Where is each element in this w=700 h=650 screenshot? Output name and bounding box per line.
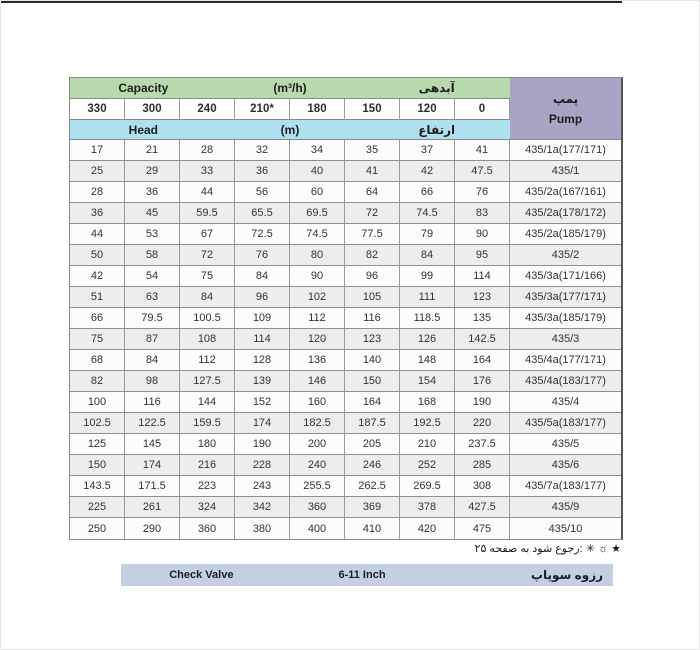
head-value-cell: 102.5: [70, 413, 125, 433]
head-value-cell: 69.5: [290, 203, 345, 223]
head-value-cell: 90: [290, 266, 345, 286]
head-value-cell: 82: [70, 371, 125, 391]
pump-model-cell: 435/1: [551, 165, 580, 177]
pump-model-cell: 435/4a(177/171): [525, 354, 606, 366]
head-value-cell: 74.5: [290, 224, 345, 244]
head-value-cell: 246: [345, 455, 400, 475]
table-row: [70, 308, 621, 329]
head-value-cell: 111: [400, 287, 455, 307]
head-value-cell: 79.5: [125, 308, 180, 328]
head-value-cell: 116: [345, 308, 400, 328]
pump-model-cell: 435/10: [548, 522, 583, 535]
head-value-cell: 324: [180, 497, 235, 517]
head-value-cell: 160: [290, 392, 345, 412]
head-value-cell: 87: [125, 329, 180, 349]
head-value-cell: 75: [70, 329, 125, 349]
head-value-cell: 159.5: [180, 413, 235, 433]
head-value-cell: 96: [235, 287, 290, 307]
head-value-cell: 225: [70, 497, 125, 517]
head-value-cell: 105: [345, 287, 400, 307]
head-value-cell: 150: [345, 371, 400, 391]
head-value-cell: 67: [180, 224, 235, 244]
head-value-cell: 109: [235, 308, 290, 328]
head-value-cell: 66: [400, 182, 455, 202]
head-value-cell: 28: [70, 182, 125, 202]
capacity-header-band: [70, 78, 510, 99]
head-value-cell: 60: [290, 182, 345, 202]
flow-column-header: 120: [400, 99, 455, 120]
flow-column-header: 300: [125, 99, 180, 120]
head-value-cell: 76: [235, 245, 290, 265]
head-value-cell: 123: [455, 287, 510, 307]
head-value-cell: 51: [70, 287, 125, 307]
table-row: [70, 434, 621, 455]
pump-model-cell: 435/5a(183/177): [525, 417, 606, 429]
table-row: [70, 224, 621, 245]
head-value-cell: 290: [125, 518, 180, 539]
head-value-cell: 164: [345, 392, 400, 412]
head-value-cell: 68: [70, 350, 125, 370]
head-value-cell: 95: [455, 245, 510, 265]
head-value-cell: 174: [235, 413, 290, 433]
head-value-cell: 36: [70, 203, 125, 223]
flow-column-header: 240: [180, 99, 235, 120]
head-value-cell: 171.5: [125, 476, 180, 496]
head-value-cell: 63: [125, 287, 180, 307]
head-value-cell: 77.5: [345, 224, 400, 244]
pump-capacity-table: [69, 77, 623, 540]
page-top-edge: [1, 1, 622, 3]
head-value-cell: 58: [125, 245, 180, 265]
head-value-cell: 96: [345, 266, 400, 286]
head-value-cell: 237.5: [455, 434, 510, 454]
head-value-cell: 116: [125, 392, 180, 412]
pump-model-cell: 435/2: [551, 249, 580, 261]
head-value-cell: 164: [455, 350, 510, 370]
head-value-cell: 220: [455, 413, 510, 433]
head-value-cell: 127.5: [180, 371, 235, 391]
head-value-cell: 72.5: [235, 224, 290, 244]
head-value-cell: 84: [235, 266, 290, 286]
head-value-cell: 420: [400, 518, 455, 539]
pump-model-cell: 435/4: [551, 396, 580, 408]
head-value-cell: 59.5: [180, 203, 235, 223]
check-valve-bar: [121, 564, 613, 586]
head-value-cell: 176: [455, 371, 510, 391]
head-value-cell: 360: [180, 518, 235, 539]
pump-model-cell: 435/2a(178/172): [525, 207, 606, 219]
flow-column-header: 330: [70, 99, 125, 120]
head-value-cell: 210: [400, 434, 455, 454]
head-value-cell: 34: [290, 140, 345, 160]
capacity-label-fa: آبدهی: [418, 81, 455, 95]
pump-model-cell: 435/1a(177/171): [525, 144, 606, 156]
table-row: [70, 182, 621, 203]
pump-model-cell: 435/4a(183/177): [525, 375, 606, 387]
head-value-cell: 41: [345, 161, 400, 181]
head-value-cell: 72: [180, 245, 235, 265]
head-value-cell: 146: [290, 371, 345, 391]
table-row: [70, 203, 621, 224]
head-value-cell: 36: [235, 161, 290, 181]
capacity-unit-label: (m³/h): [273, 81, 307, 95]
head-value-cell: 35: [345, 140, 400, 160]
head-value-cell: 76: [455, 182, 510, 202]
valve-label-fa: رزوه سوپاپ: [530, 568, 604, 582]
head-value-cell: 72: [345, 203, 400, 223]
head-value-cell: 261: [125, 497, 180, 517]
head-value-cell: 205: [345, 434, 400, 454]
table-row: [70, 476, 621, 497]
head-value-cell: 112: [290, 308, 345, 328]
table-row: [70, 161, 621, 182]
head-value-cell: 32: [235, 140, 290, 160]
pump-model-cell: 435/3a(177/171): [525, 291, 606, 303]
head-value-cell: 64: [345, 182, 400, 202]
flow-column-header: 210*: [235, 99, 290, 120]
flow-column-header: 150: [345, 99, 400, 120]
pump-model-cell: 435/6: [551, 459, 580, 471]
head-value-cell: 90: [455, 224, 510, 244]
head-value-cell: 42: [400, 161, 455, 181]
head-value-cell: 122.5: [125, 413, 180, 433]
head-value-cell: 168: [400, 392, 455, 412]
head-value-cell: 427.5: [455, 497, 510, 517]
head-value-cell: 118.5: [400, 308, 455, 328]
head-value-cell: 84: [125, 350, 180, 370]
head-value-cell: 243: [235, 476, 290, 496]
head-value-cell: 41: [455, 140, 510, 160]
head-value-cell: 112: [180, 350, 235, 370]
table-header: [70, 78, 621, 140]
head-label-fa: ارتفاع: [418, 122, 456, 137]
head-value-cell: 308: [455, 476, 510, 496]
valve-size-label: 6-11 Inch: [338, 569, 386, 581]
head-label-en: Head: [128, 122, 158, 137]
head-value-cell: 50: [70, 245, 125, 265]
pump-label-fa: پمپ: [552, 91, 579, 106]
table-row: [70, 455, 621, 476]
head-value-cell: 143.5: [70, 476, 125, 496]
table-row: [70, 245, 621, 266]
pump-model-cell: 435/3a(171/166): [525, 270, 606, 282]
pump-model-cell: 435/9: [551, 501, 580, 513]
page-reference-footnote: ★ ☼ ✳ :رجوع شود به صفحه ۲۵: [474, 543, 621, 555]
head-value-cell: 136: [290, 350, 345, 370]
head-value-cell: 269.5: [400, 476, 455, 496]
head-value-cell: 180: [180, 434, 235, 454]
flow-column-header: 0: [455, 99, 510, 120]
head-value-cell: 255.5: [290, 476, 345, 496]
head-header-band: [70, 120, 510, 140]
pump-model-cell: 435/3: [551, 333, 580, 345]
head-value-cell: 285: [455, 455, 510, 475]
pump-model-cell: 435/5: [551, 438, 580, 450]
head-value-cell: 84: [180, 287, 235, 307]
head-value-cell: 252: [400, 455, 455, 475]
head-value-cell: 342: [235, 497, 290, 517]
head-value-cell: 66: [70, 308, 125, 328]
head-value-cell: 250: [70, 518, 125, 539]
head-value-cell: 40: [290, 161, 345, 181]
head-value-cell: 369: [345, 497, 400, 517]
head-value-cell: 75: [180, 266, 235, 286]
pump-model-cell: 435/7a(183/177): [525, 480, 606, 492]
head-value-cell: 42: [70, 266, 125, 286]
head-value-cell: 144: [180, 392, 235, 412]
head-value-cell: 154: [400, 371, 455, 391]
head-value-cell: 125: [70, 434, 125, 454]
head-value-cell: 410: [345, 518, 400, 539]
head-value-cell: 100: [70, 392, 125, 412]
head-value-cell: 17: [70, 140, 125, 160]
head-value-cell: 108: [180, 329, 235, 349]
head-value-cell: 400: [290, 518, 345, 539]
head-value-cell: 100.5: [180, 308, 235, 328]
head-value-cell: 83: [455, 203, 510, 223]
head-value-cell: 140: [345, 350, 400, 370]
head-value-cell: 360: [290, 497, 345, 517]
head-value-cell: 378: [400, 497, 455, 517]
head-value-cell: 98: [125, 371, 180, 391]
head-value-cell: 25: [70, 161, 125, 181]
head-value-cell: 36: [125, 182, 180, 202]
head-value-cell: 150: [70, 455, 125, 475]
head-value-cell: 380: [235, 518, 290, 539]
head-value-cell: 114: [455, 266, 510, 286]
head-value-cell: 174: [125, 455, 180, 475]
head-value-cell: 84: [400, 245, 455, 265]
head-value-cell: 28: [180, 140, 235, 160]
head-value-cell: 200: [290, 434, 345, 454]
table-row: [70, 392, 621, 413]
pump-column-header: [510, 78, 621, 140]
head-value-cell: 54: [125, 266, 180, 286]
head-value-cell: 29: [125, 161, 180, 181]
table-row: [70, 518, 621, 539]
head-value-cell: 216: [180, 455, 235, 475]
head-value-cell: 44: [180, 182, 235, 202]
head-value-cell: 187.5: [345, 413, 400, 433]
head-value-cell: 135: [455, 308, 510, 328]
head-value-cell: 21: [125, 140, 180, 160]
head-value-cell: 102: [290, 287, 345, 307]
table-row: [70, 497, 621, 518]
pump-model-cell: 435/2a(185/179): [525, 228, 606, 240]
pump-model-cell: 435/2a(167/161): [525, 186, 606, 198]
table-body: [70, 140, 621, 539]
head-value-cell: 99: [400, 266, 455, 286]
table-row: [70, 266, 621, 287]
table-row: [70, 287, 621, 308]
head-value-cell: 223: [180, 476, 235, 496]
head-value-cell: 114: [235, 329, 290, 349]
pump-label-en: Pump: [548, 111, 583, 126]
capacity-label-en: Capacity: [118, 81, 169, 95]
head-value-cell: 139: [235, 371, 290, 391]
check-valve-label: Check Valve: [169, 569, 234, 581]
head-value-cell: 47.5: [455, 161, 510, 181]
head-value-cell: 33: [180, 161, 235, 181]
head-value-cell: 240: [290, 455, 345, 475]
head-value-cell: 190: [235, 434, 290, 454]
table-row: [70, 350, 621, 371]
head-value-cell: 126: [400, 329, 455, 349]
head-value-cell: 74.5: [400, 203, 455, 223]
table-row: [70, 413, 621, 434]
head-value-cell: 120: [290, 329, 345, 349]
head-value-cell: 475: [455, 518, 510, 539]
head-value-cell: 82: [345, 245, 400, 265]
head-value-cell: 190: [455, 392, 510, 412]
head-value-cell: 44: [70, 224, 125, 244]
table-row: [70, 329, 621, 350]
table-row: [70, 140, 621, 161]
head-value-cell: 37: [400, 140, 455, 160]
head-value-cell: 145: [125, 434, 180, 454]
table-row: [70, 371, 621, 392]
head-value-cell: 228: [235, 455, 290, 475]
head-value-cell: 142.5: [455, 329, 510, 349]
pump-model-cell: 435/3a(185/179): [525, 312, 606, 324]
head-value-cell: 45: [125, 203, 180, 223]
head-value-cell: 152: [235, 392, 290, 412]
head-value-cell: 128: [235, 350, 290, 370]
head-value-cell: 123: [345, 329, 400, 349]
head-value-cell: 53: [125, 224, 180, 244]
head-value-cell: 182.5: [290, 413, 345, 433]
head-value-cell: 56: [235, 182, 290, 202]
flow-column-header: 180: [290, 99, 345, 120]
head-value-cell: 192.5: [400, 413, 455, 433]
head-unit-label: (m): [280, 122, 300, 137]
head-value-cell: 262.5: [345, 476, 400, 496]
head-value-cell: 79: [400, 224, 455, 244]
head-value-cell: 80: [290, 245, 345, 265]
head-value-cell: 148: [400, 350, 455, 370]
head-value-cell: 65.5: [235, 203, 290, 223]
